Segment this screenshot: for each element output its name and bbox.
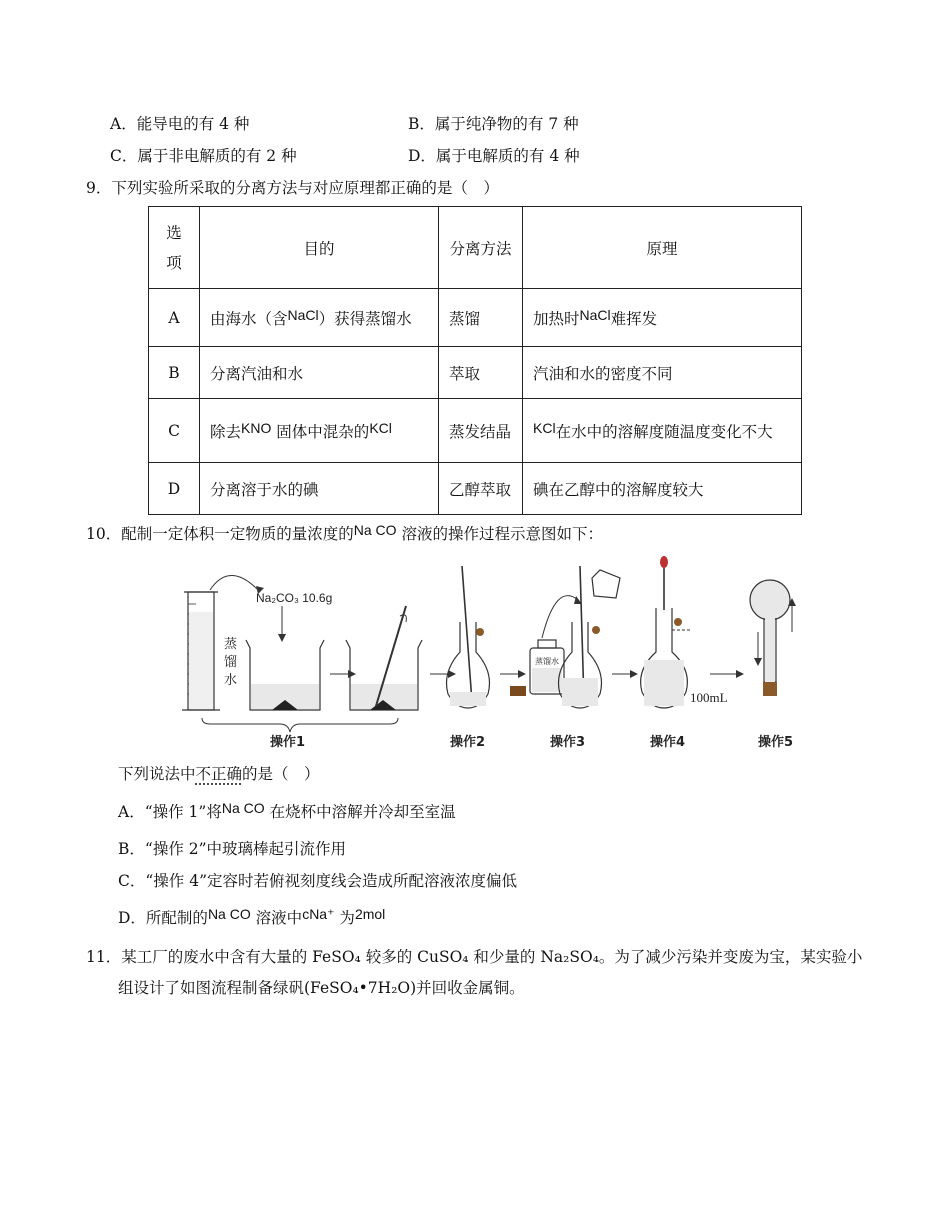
svg-text:馏: 馏: [224, 655, 238, 670]
svg-text:水: 水: [224, 673, 238, 688]
table-header-row: [149, 207, 802, 289]
beaker-with-rod-icon: [346, 606, 422, 710]
header-purpose: 目的: [200, 207, 439, 289]
q10-option-a: A．“操作 1”将Na CO 在烧杯中溶解并冷却至室温: [118, 800, 456, 821]
graduated-cylinder-icon: [182, 592, 220, 710]
q11-line1: 11．某工厂的废水中含有大量的 FeSO₄ 较多的 CuSO₄ 和少量的 Na₂SO₄。为了减少污染并变废为宝，某实验小: [86, 948, 863, 966]
op5-label: 操作5: [758, 735, 794, 750]
volumetric-flask-icon: [447, 566, 490, 708]
pour-arrow-icon: [210, 575, 260, 592]
volumetric-flask-pour-icon: [559, 566, 621, 708]
header-method: 分离方法: [439, 207, 523, 289]
dropper-flask-icon: [641, 556, 692, 708]
beaker-icon: [246, 640, 324, 710]
q8-option-c: C．属于非电解质的有 2 种: [110, 147, 297, 165]
q11-line2: 组设计了如图流程制备绿矾(FeSO₄•7H₂O)并回收金属铜。: [118, 979, 525, 997]
q8-option-d: D．属于电解质的有 4 种: [408, 147, 580, 165]
emphasis-text: 不正确: [195, 765, 243, 783]
bottle-label: 蒸馏水: [535, 657, 559, 666]
q10-option-c: C．“操作 4”定容时若俯视刻度线会造成所配溶液浓度偏低: [118, 872, 517, 890]
op1-label: 操作1: [270, 735, 306, 750]
table-row: B 分离汽油和水 萃取 汽油和水的密度不同: [149, 347, 802, 399]
inverted-flask-icon: [750, 580, 792, 696]
q10-stem: 10．配制一定体积一定物质的量浓度的Na CO 溶液的操作过程示意图如下：: [86, 522, 603, 543]
volume-label: 100mL: [690, 690, 728, 705]
table-row: C 除去KNO 固体中混杂的KCl 蒸发结晶 KCl在水中的溶解度随温度变化不大: [149, 399, 802, 463]
op1-bracket: [202, 718, 398, 732]
q9-stem: 9．下列实验所采取的分离方法与对应原理都正确的是（ ）: [86, 179, 499, 197]
header-principle: 原理: [523, 207, 802, 289]
q10-question: 下列说法中不正确的是（ ）: [118, 765, 320, 783]
header-option: 选 项: [149, 207, 200, 289]
op2-label: 操作2: [450, 735, 486, 750]
q8-option-a: A．能导电的有 4 种: [110, 115, 250, 133]
stopper-icon: [510, 686, 526, 696]
q10-option-b: B．“操作 2”中玻璃棒起引流作用: [118, 840, 347, 858]
q8-option-b: B．属于纯净物的有 7 种: [408, 115, 579, 133]
op4-label: 操作4: [650, 735, 686, 750]
table-row: A 由海水（含NaCl）获得蒸馏水 蒸馏 加热时NaCl难挥发: [149, 289, 802, 347]
water-label: 蒸: [224, 637, 238, 652]
solution-preparation-figure: [180, 552, 820, 752]
table-row: D 分离溶于水的碘 乙醇萃取 碘在乙醇中的溶解度较大: [149, 463, 802, 515]
q10-option-d: D．所配制的Na CO 溶液中cNa⁺ 为2mol: [118, 906, 386, 927]
reagent-label: Na₂CO₃ 10.6g: [256, 591, 333, 605]
separation-table: [148, 206, 802, 515]
op3-label: 操作3: [550, 735, 586, 750]
